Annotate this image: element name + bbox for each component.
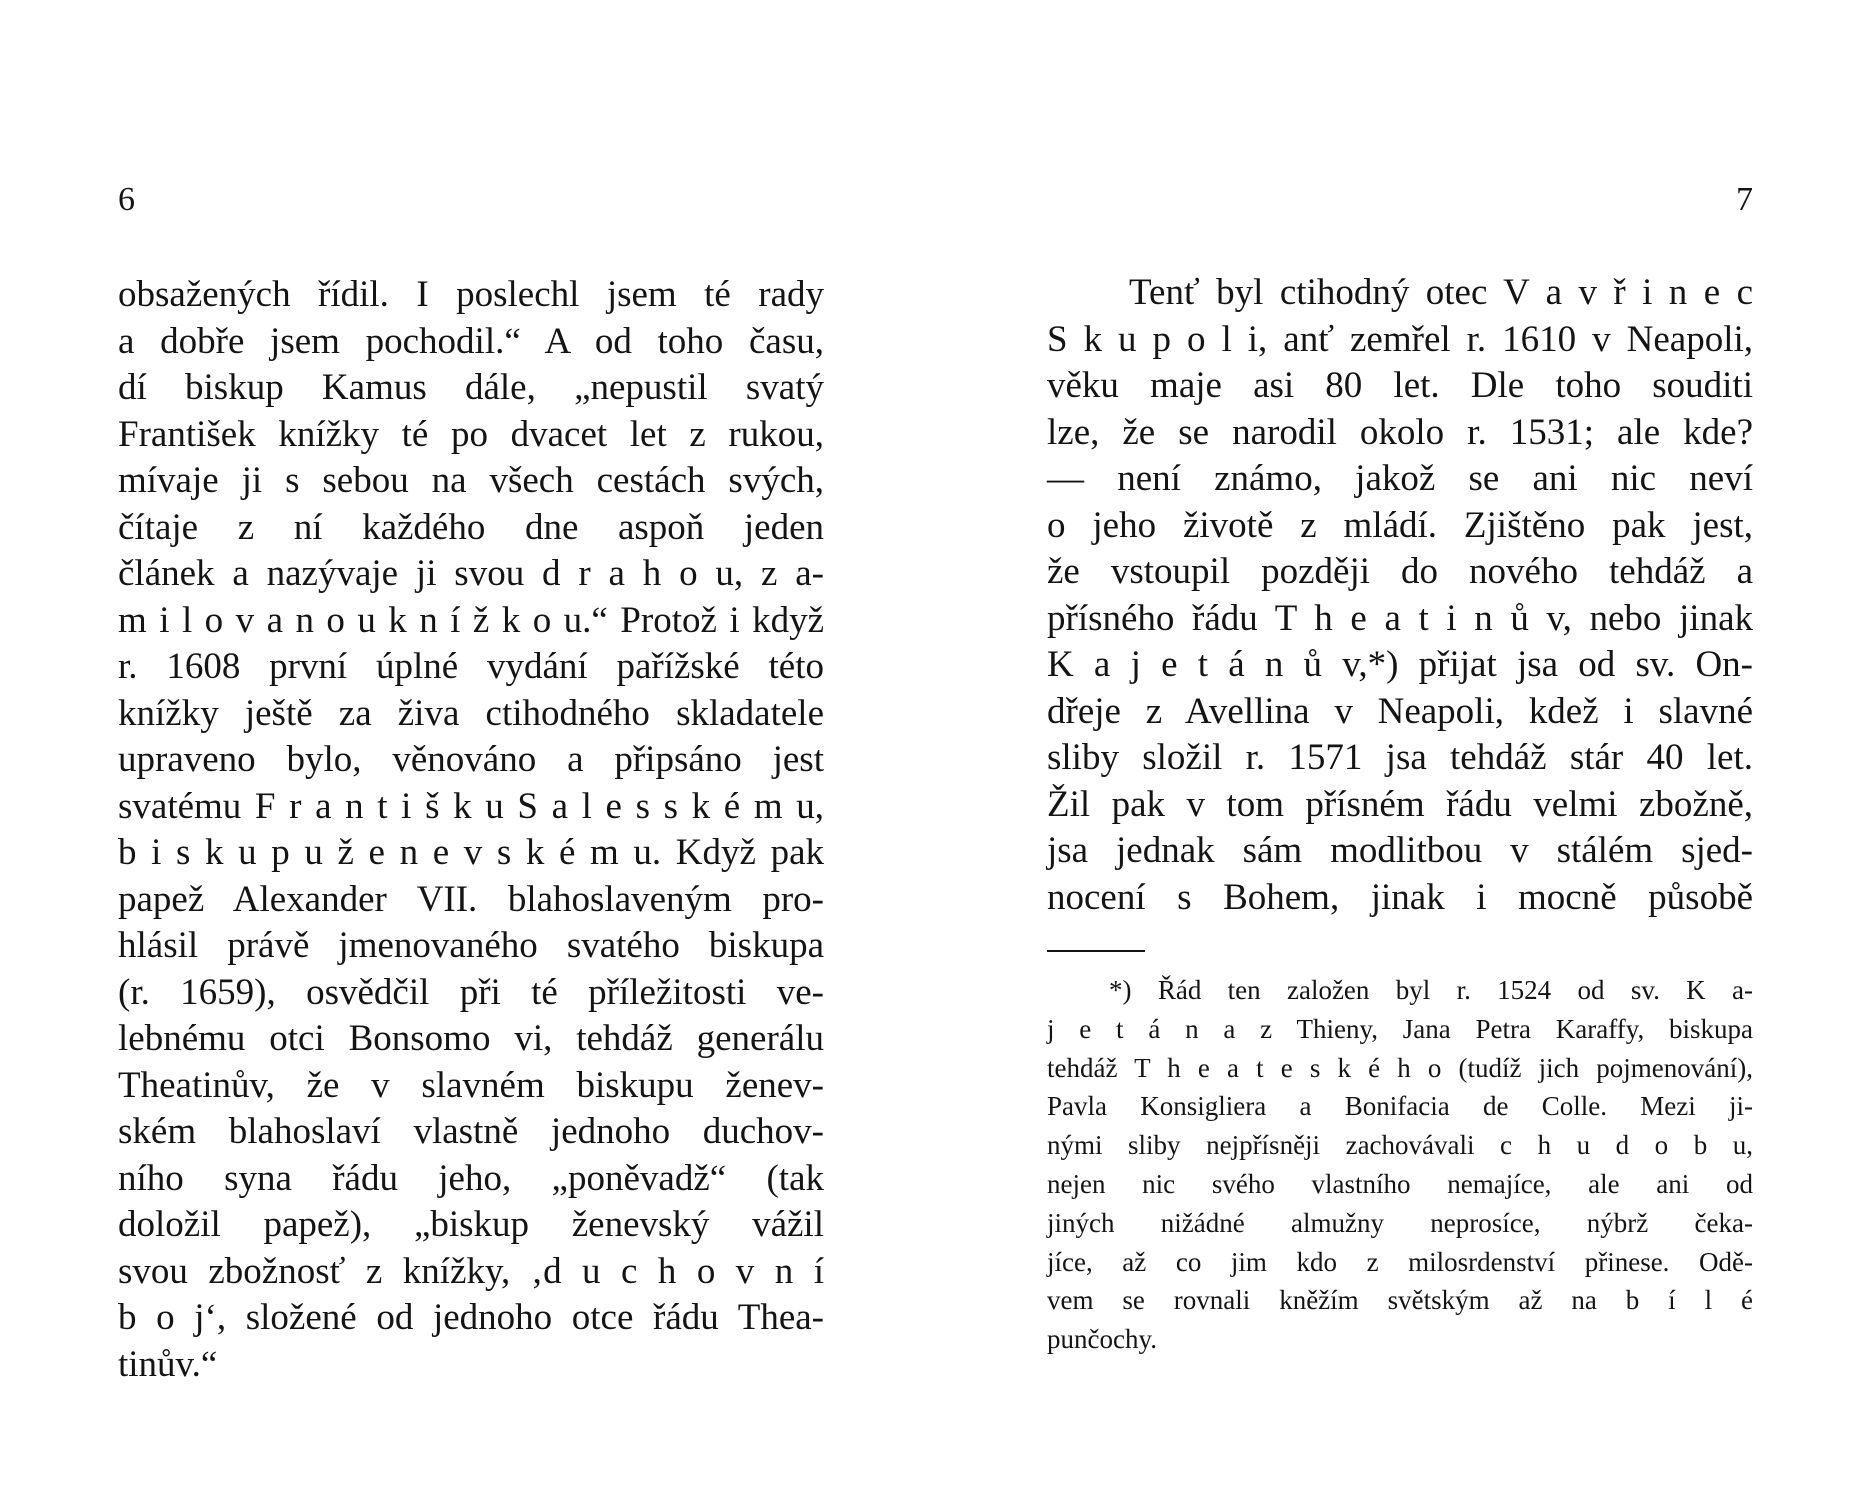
text-line: upraveno bylo, věnováno a připsáno jest: [118, 739, 824, 780]
footnote-line: *) Řád ten založen byl r. 1524 od sv. K a-: [1109, 975, 1753, 1005]
footnote-line: nejen nic svého vlastního nemajíce, ale ani od: [1047, 1168, 1753, 1199]
footnote: [1047, 971, 1753, 1359]
page-number-right: 7: [1736, 181, 1753, 218]
text-line: že vstoupil později do nového tehdáž a: [1047, 551, 1753, 592]
left-body-text: [118, 272, 824, 1388]
text-line: přísného řádu T h e a t i n ů v, nebo jinak: [1047, 597, 1753, 639]
right-body-text: [1047, 270, 1753, 921]
text-line: sliby složil r. 1571 jsa tehdáž stár 40 let.: [1047, 737, 1753, 778]
text-line: čítaje z ní každého dne aspoň jeden: [118, 506, 824, 548]
text-line: m i l o v a n o u k n í ž k o u.“ Protož i když: [118, 599, 824, 641]
text-line: K a j e t á n ů v,*) přijat jsa od sv. On-: [1047, 644, 1753, 685]
text-line: Theatinův, že v slavném biskupu ženev-: [118, 1064, 824, 1106]
text-line: dřeje z Avellina v Neapoli, kdež i slavné: [1047, 690, 1753, 732]
footnote-line: vem se rovnali kněžím světským až na b í l é: [1047, 1285, 1753, 1316]
text-line: r. 1608 první úplné vydání pařížské této: [118, 646, 824, 687]
right-page: [1047, 0, 1753, 1500]
text-line: ském blahoslaví vlastně jednoho duchov-: [118, 1111, 824, 1152]
footnote-divider: [1047, 950, 1145, 952]
footnote-line: Pavla Konsigliera a Bonifacia de Colle. Mezi ji-: [1047, 1091, 1753, 1122]
text-line: nocení s Bohem, jinak i mocně působě: [1047, 876, 1753, 918]
footnote-line: punčochy.: [1047, 1324, 1157, 1355]
footnote-line: j e t á n a z Thieny, Jana Petra Karaffy, biskupa: [1047, 1013, 1753, 1044]
text-line: ního syna řádu jeho, „poněvadž“ (tak: [118, 1157, 824, 1199]
text-line: doložil papež), „biskup ženevský vážil: [118, 1204, 824, 1245]
footnote-line: tehdáž T h e a t e s k é h o (tudíž jich pojmenování),: [1047, 1052, 1753, 1083]
text-line: — není známo, jakož se ani nic neví: [1047, 458, 1753, 499]
text-line: svatému F r a n t i š k u S a l e s s k é m u,: [118, 785, 824, 827]
text-line: a dobře jsem pochodil.“ A od toho času,: [118, 320, 824, 362]
text-line: lebnému otci Bonsomo vi, tehdáž generálu: [118, 1018, 824, 1059]
footnote-line: jíce, až co jim kdo z milosrdenství přinese. Odě-: [1047, 1246, 1753, 1277]
text-line: svou zbožnosť z knížky, ‚d u c h o v n í: [118, 1250, 824, 1292]
left-page: [118, 0, 824, 1500]
text-line: Žil pak v tom přísném řádu velmi zbožně,: [1047, 783, 1753, 825]
footnote-line: jiných nižádné almužny neprosíce, nýbrž čeka-: [1047, 1207, 1753, 1238]
text-line: dí biskup Kamus dále, „nepustil svatý: [118, 367, 824, 408]
text-line: jsa jednak sám modlitbou v stálém sjed-: [1047, 830, 1753, 871]
text-line: František knížky té po dvacet let z rukou,: [118, 413, 824, 455]
text-line: tinův.“: [118, 1343, 218, 1385]
text-line: (r. 1659), osvědčil při té příležitosti ve-: [118, 971, 824, 1013]
page-number-left: 6: [118, 181, 135, 218]
text-line: S k u p o l i, anť zemřel r. 1610 v Neapoli,: [1047, 318, 1753, 360]
text-line: papež Alexander VII. blahoslaveným pro-: [118, 878, 824, 920]
text-line: věku maje asi 80 let. Dle toho souditi: [1047, 365, 1753, 406]
text-line: o jeho životě z mládí. Zjištěno pak jest,: [1047, 504, 1753, 546]
text-line: hlásil právě jmenovaného svatého biskupa: [118, 925, 824, 966]
text-line: b o j‘, složené od jednoho otce řádu Thea-: [118, 1297, 824, 1338]
text-line: Tenť byl ctihodný otec V a v ř i n e c: [1129, 272, 1753, 313]
text-line: článek a nazývaje ji svou d r a h o u, z a-: [118, 553, 824, 594]
text-line: knížky ještě za živa ctihodného skladatele: [118, 692, 824, 734]
text-line: obsažených řídil. I poslechl jsem té rady: [118, 274, 824, 315]
text-line: lze, že se narodil okolo r. 1531; ale kde?: [1047, 411, 1753, 453]
text-line: b i s k u p u ž e n e v s k é m u. Když pak: [118, 832, 824, 873]
text-line: mívaje ji s sebou na všech cestách svých,: [118, 460, 824, 501]
footnote-line: nými sliby nejpřísněji zachovávali c h u d o b u,: [1047, 1130, 1753, 1161]
